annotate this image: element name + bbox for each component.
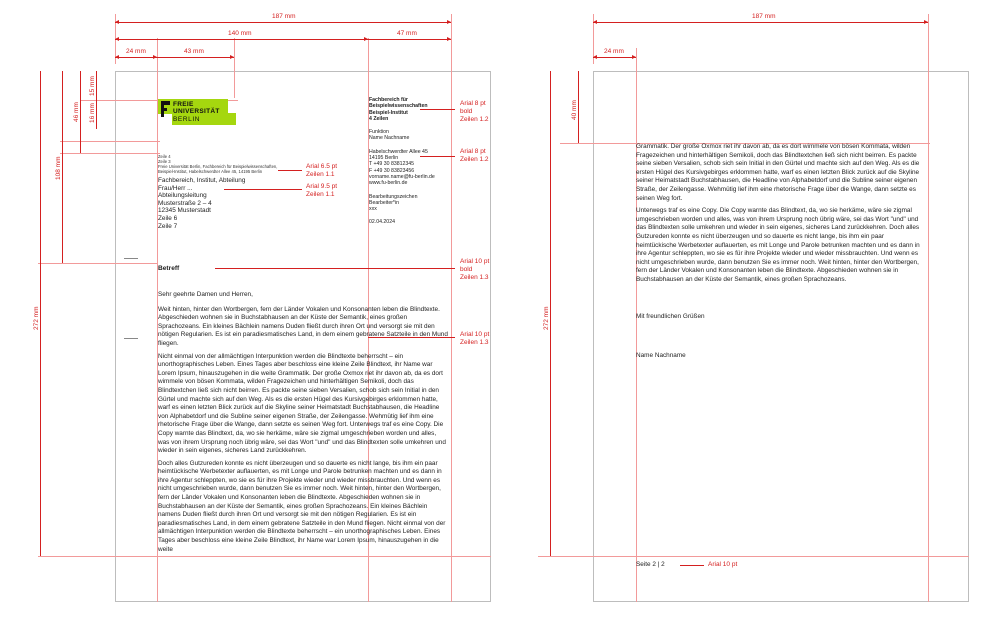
- guide-right-col: [451, 14, 452, 602]
- sidebar-bold-line: 4 Zeilen: [369, 115, 389, 122]
- guide-p2-bottom: [538, 556, 969, 557]
- dim-24: 24 mm: [126, 48, 146, 55]
- address-tiny-line: Beispiel-Institut, Habelschwerdter Allee 45, 14195 Berlin: [158, 169, 263, 174]
- guide-top-46: [60, 141, 160, 142]
- letter-paragraph: Nicht einmal von der allmächtigen Interpunktion werden die Blindtexte beherrscht – ein unorthographisches Leben. Eines Tages aber beschloss eine kleine Zeile Blindtext, ihr Name war Lorem Ipsum, hinauszugehen in die weite Grammatik. Der große Oxmox riet ihr davon ab, da es dort wimmele von bösen Kommata, wilden Fragezeichen und hinterhältigen Semikoli, doch das Blindtextchen ließ sich nicht beirren. Es packte seine sieben Versalien, schob sich sein Initial in den Gürtel und machte sich auf den Weg. Als es die ersten Hügel des Kursivgebirges erklommen hatte, warf es einen letzten Blick zurück auf die Skyline seiner Heimatstadt Buchstabhausen, die Headline von Alphabetdorf und die Subline seiner eigenen Straße, der Zeilengasse. Wehmütig lief ihm eine rhetorische Frage über die Wange, dann setzte es seinen Weg fort. Unterwegs traf es eine Copy. Die Copy warnte das Blindtext, da, wo sie herkäme, wäre sie zigmal umgeschrieben worden und alles, was von ihrem Ursprung noch übrig wäre, sei das Wort "und" und das Blindtexten solle umkehren und wieder in sein eigenes, sicheres Land zurückkehren.: [158, 352, 446, 455]
- fu-logo: [158, 99, 236, 127]
- dim-line-15: [96, 71, 97, 100]
- annot-line: [215, 268, 455, 269]
- sidebar-bold-line: Fachbereich für: [369, 97, 408, 103]
- dim-p2-24: 24 mm: [604, 48, 624, 55]
- dim-arrow: [593, 55, 597, 59]
- page2-paragraph: Unterwegs traf es eine Copy. Die Copy warnte das Blindtext, da, wo sie herkäme, wäre sie zigmal umgeschrieben worden und alles, was von ihrem Ursprung noch übrig wäre, sei das Wort "und" und das Blindtexten solle umkehren und wieder in sein eigenes, sicheres Land zurückkehren. Doch alles Gutzureden konnte es nicht überzeugen und so dauerte es nicht lange, bis ihm ein paar heimtückische Werbetexter auflauerten, es mit Longe und Parole betrunken machten und es dann in ihre Agentur schleppten, wo sie es für ihre Projekte wieder und wieder missbrauchten. Und wenn es nicht umgeschrieben wurde, dann benutzen Sie es immer noch. Weit hinten, hinter den Wortbergen, fern der Länder Vokalen und Konsonanten leben die Blindtexte. Abgeschieden wohnen sie in Buchstabhausen an der Küste der Semantik, eines großen Sprachozeans.: [636, 207, 920, 283]
- closing-greeting: Mit freundlichen Grüßen: [636, 313, 705, 320]
- dim-arrow: [593, 20, 597, 24]
- annot-arial10: Arial 10 pt Zeilen 1.3: [460, 331, 490, 346]
- sidebar-ref-value: xxx: [369, 206, 377, 213]
- dim-43: 43 mm: [184, 48, 204, 55]
- annot-arial95: Arial 9.5 pt Zeilen 1.1: [306, 183, 338, 198]
- letter-paragraph: Doch alles Gutzureden konnte es nicht überzeugen und so dauerte es nicht lange, bis ihm ein paar heimtückische Werbetexter auflauerten, es mit Longe und Parole betrunken machten und es dann in ihre Agentur schleppten, wo sie es für ihre Projekte wieder und wieder missbrauchten. Und wenn es nicht umgeschrieben wurde, dann benutzen Sie es immer noch. Weit hinten, hinter den Wortbergen, fern der Länder Vokalen und Konsonanten leben die Blindtexte. Abgeschieden wohnen sie in Buchstabhausen an der Küste der Semantik, eines großen Sprachozeans. Ein kleines Bächlein namens Duden fließt durch ihren Ort und versorgt sie mit den nötigen Regularien. Es ist ein paradiesmatisches Land, in dem einem gebratene Satzteile in den Mund fliegen. Nicht einmal von der allmächtigen Interpunktion werden die Blindtexte beherrscht – ein unorthographisches Leben. Eines Tages aber beschloss eine kleine Zeile Blindtext, ihr Name war Lorem Ipsum, hinauszugehen in die weite: [158, 459, 446, 553]
- address-line: Zeile 7: [158, 222, 178, 230]
- dim-line-108: [62, 71, 63, 263]
- dim-line-24: [115, 57, 157, 58]
- dim-line-p2-24: [593, 57, 636, 58]
- sidebar-website[interactable]: www.fu-berlin.de: [369, 180, 408, 187]
- page-number: Seite 2 | 2: [636, 561, 665, 568]
- sidebar-bold-line: Beispiel-Institut: [369, 109, 408, 116]
- annot-arial8-bold: Arial 8 pt bold Zeilen 1.2: [460, 100, 489, 123]
- logo-text-line3: BERLIN: [173, 116, 201, 123]
- dim-line-p2-272: [550, 71, 551, 556]
- sidebar-contact-line: F +49 30 83823456: [369, 167, 415, 174]
- fold-mark: [124, 258, 138, 259]
- dim-line-16: [96, 100, 97, 129]
- dim-line-187: [115, 22, 451, 23]
- sidebar-date: 02.04.2024: [369, 219, 395, 226]
- address-tiny-line: Zeile 3: [158, 159, 171, 164]
- dim-16: 16 mm: [89, 103, 96, 123]
- dim-arrow: [115, 37, 119, 41]
- sidebar-email[interactable]: vorname.name@fu-berlin.de: [369, 173, 435, 180]
- dim-140: 140 mm: [228, 30, 252, 37]
- annot-line: [278, 170, 302, 171]
- annot-page-number: Arial 10 pt: [708, 561, 738, 568]
- guide-p2-margin: [636, 48, 637, 602]
- annot-arial8: Arial 8 pt Zeilen 1.2: [460, 148, 489, 163]
- address-tiny-line: Freie Universität Berlin, Fachbereich für Beispielwissenschaften,: [158, 164, 278, 169]
- dim-arrow: [447, 37, 451, 41]
- sidebar-contact-line: 14195 Berlin: [369, 155, 399, 162]
- dim-line-272: [40, 71, 41, 556]
- address-line: Musterstraße 2 – 4: [158, 199, 212, 207]
- sender-line: [158, 154, 308, 174]
- sidebar-ref-label: Bearbeitungszeichen: [369, 193, 418, 200]
- dim-272: 272 mm: [33, 306, 40, 330]
- annot-arial10-bold: Arial 10 pt bold Zeilen 1.3: [460, 258, 490, 281]
- dim-46: 46 mm: [73, 102, 80, 122]
- annot-line: [224, 189, 302, 190]
- sidebar-contact-line: Habelschwerdter Allee 45: [369, 148, 428, 155]
- sidebar-bold-line: Beispielwissenschaften: [369, 103, 428, 110]
- sidebar-contact-line: T +49 30 83812345: [369, 161, 415, 168]
- dim-arrow: [115, 20, 119, 24]
- guide-p2-right: [928, 14, 929, 602]
- address-line: Frau/Herr ...: [158, 184, 193, 192]
- dim-line-46: [80, 71, 81, 153]
- logo-text-line1: FREIE: [173, 101, 194, 108]
- dim-arrow: [924, 20, 928, 24]
- letter-subject: Betreff: [158, 265, 180, 272]
- signature-name: Name Nachname: [636, 352, 686, 359]
- dim-arrow: [115, 55, 119, 59]
- info-sidebar: [369, 97, 451, 226]
- dim-p2-40: 40 mm: [571, 100, 578, 120]
- letter-salutation: Sehr geehrte Damen und Herren,: [158, 291, 253, 298]
- annot-line: [680, 565, 704, 566]
- page2-body: [636, 143, 926, 289]
- fold-mark: [124, 338, 138, 339]
- dim-arrow: [632, 55, 636, 59]
- annot-line: [420, 109, 455, 110]
- dim-line-140: [115, 39, 368, 40]
- address-line: 12345 Musterstadt: [158, 207, 211, 215]
- address-line: Abteilungsleitung: [158, 192, 207, 200]
- sidebar-function: Funktion: [369, 129, 389, 136]
- dim-47: 47 mm: [397, 30, 417, 37]
- guide-logo: [234, 38, 235, 98]
- dim-108: 108 mm: [55, 156, 62, 180]
- logo-mark-icon: [161, 101, 170, 117]
- recipient-address: [158, 177, 308, 230]
- dim-line-47: [368, 39, 451, 40]
- dim-187: 187 mm: [272, 13, 296, 20]
- address-line: Fachbereich, Institut, Abteilung: [158, 177, 246, 184]
- dim-line-p2-187: [593, 22, 928, 23]
- dim-p2-272: 272 mm: [543, 306, 550, 330]
- dim-line-43: [157, 57, 234, 58]
- page2-paragraph: Grammatik. Der große Oxmox riet ihr davon ab, da es dort wimmele von bösen Kommata, wilden Fragezeichen und hinterhältigen Semikoli, doch das Blindtextchen ließ sich nicht beirren. Es packte seine sieben Versalien, schob sich sein Initial in den Gürtel und machte sich auf den Weg. Als es die ersten Hügel des Kursivgebirges erklommen hatte, warf es einen letzten Blick zurück auf die Skyline seiner Heimatstadt Buchstabhausen, die Headline von Alphabetdorf und die Subline seiner eigenen Straße, der Zeilengasse. Wehmütig lief ihm eine rhetorische Frage über die Wange, dann setzte es seinen Weg fort.: [636, 143, 920, 202]
- guide-subject: [38, 263, 158, 264]
- dim-line-p2-40: [578, 71, 579, 143]
- address-line: Zeile 6: [158, 214, 178, 222]
- dim-p2-187: 187 mm: [752, 13, 776, 20]
- dim-15: 15 mm: [89, 76, 96, 96]
- letter-paragraph: Weit hinten, hinter den Wortbergen, fern der Länder Vokalen und Konsonanten leben die Blindtexte. Abgeschieden wohnen sie in Buchstabhausen an der Küste der Semantik, eines großen Sprachozeans. Ein kleines Bächlein namens Duden fließt durch ihren Ort und versorgt sie mit den nötigen Regularien. Es ist ein paradiesmatisches Land, in dem einem gebratene Satzteile in den Mund fliegen.: [158, 305, 448, 347]
- dim-arrow: [447, 20, 451, 24]
- annot-line: [420, 156, 455, 157]
- dim-arrow: [230, 55, 234, 59]
- address-tiny-line: Zeile 4: [158, 154, 171, 159]
- letter-body: [158, 291, 448, 558]
- sidebar-ref-person: Bearbeiter*in: [369, 199, 399, 206]
- annot-arial65: Arial 6.5 pt Zeilen 1.1: [306, 163, 338, 178]
- sidebar-name: Name Nachname: [369, 135, 410, 142]
- guide-address: [60, 153, 160, 154]
- logo-text-line2: UNIVERSITÄT: [173, 108, 220, 115]
